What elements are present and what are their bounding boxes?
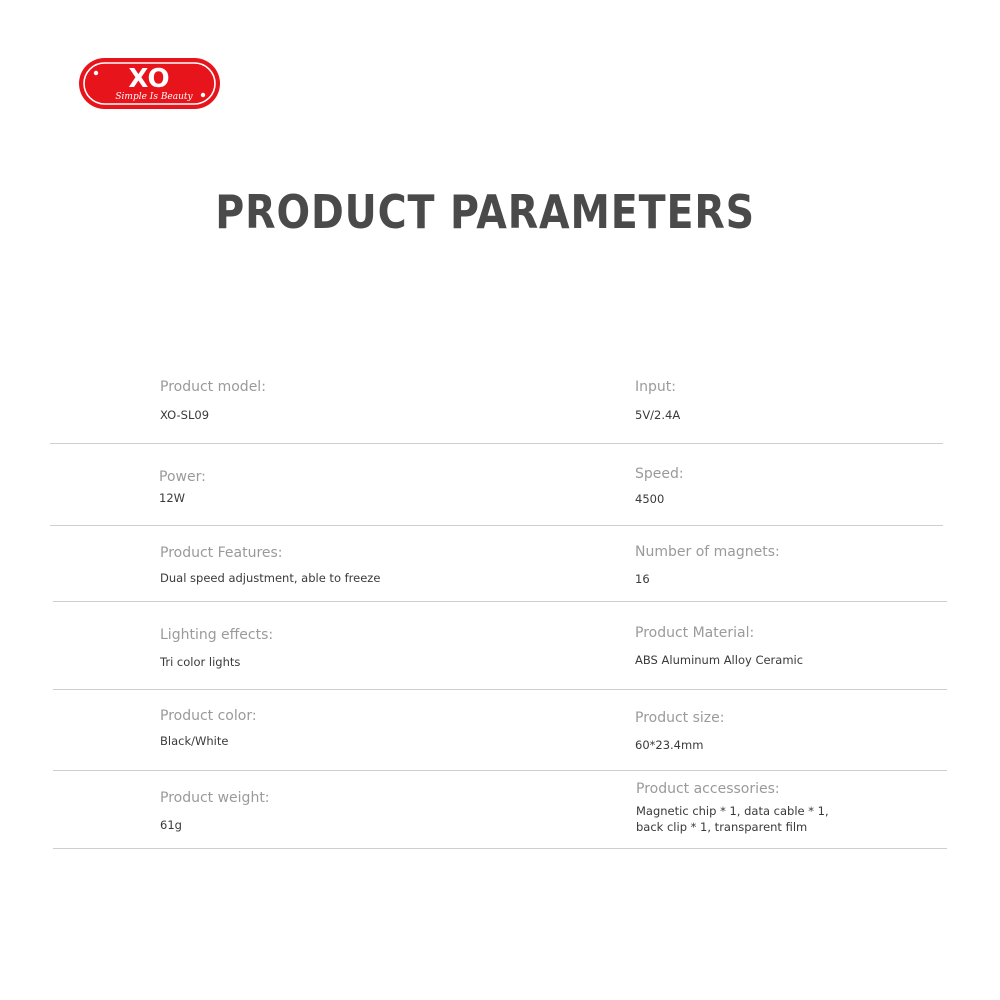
row-divider (53, 848, 947, 849)
param-label: Power: (159, 469, 206, 485)
param-value: Dual speed adjustment, able to freeze (160, 571, 381, 585)
param-value: 12W (159, 491, 186, 505)
param-speed (635, 466, 684, 506)
param-label: Product model: (160, 379, 266, 395)
row-divider (53, 770, 947, 771)
param-label: Input: (635, 379, 676, 395)
param-product-accessories (636, 781, 829, 835)
logo-tagline: Simple Is Beauty (115, 92, 193, 102)
param-label: Product size: (635, 710, 725, 726)
row-divider (50, 443, 943, 444)
param-value: 16 (635, 572, 650, 586)
brand-logo (78, 57, 221, 110)
param-value: ABS Aluminum Alloy Ceramic (635, 653, 804, 667)
param-value: XO-SL09 (160, 408, 210, 422)
param-value: 61g (160, 818, 182, 832)
param-product-features (160, 545, 380, 585)
param-label: Product accessories: (636, 781, 780, 797)
param-product-model (160, 379, 266, 422)
param-lighting-effects (160, 627, 273, 669)
param-label: Product weight: (160, 790, 270, 806)
param-value: 4500 (635, 492, 665, 506)
row-divider (53, 601, 947, 602)
param-value: 5V/2.4A (635, 408, 681, 422)
logo-mark: XO (128, 64, 170, 94)
param-label: Product Material: (635, 625, 755, 641)
param-input (635, 379, 680, 422)
param-number-of-magnets (635, 544, 780, 586)
param-value: 60*23.4mm (635, 738, 704, 752)
param-value: Black/White (160, 734, 229, 748)
param-label: Number of magnets: (635, 544, 780, 560)
page-title: PRODUCT PARAMETERS (215, 185, 756, 239)
param-label: Product Features: (160, 545, 283, 561)
param-label: Speed: (635, 466, 684, 482)
param-product-material (635, 625, 803, 667)
param-label: Lighting effects: (160, 627, 274, 643)
param-power (159, 469, 206, 505)
param-label: Product color: (160, 708, 257, 724)
param-value: Tri color lights (160, 655, 241, 669)
row-divider (53, 689, 947, 690)
param-product-weight (160, 790, 270, 832)
param-value-line-2: back clip * 1, transparent film (636, 820, 808, 834)
param-product-color (160, 708, 257, 748)
param-product-size (635, 710, 724, 752)
row-divider (50, 525, 943, 526)
param-value-line-1: Magnetic chip * 1, data cable * 1, (636, 804, 829, 818)
